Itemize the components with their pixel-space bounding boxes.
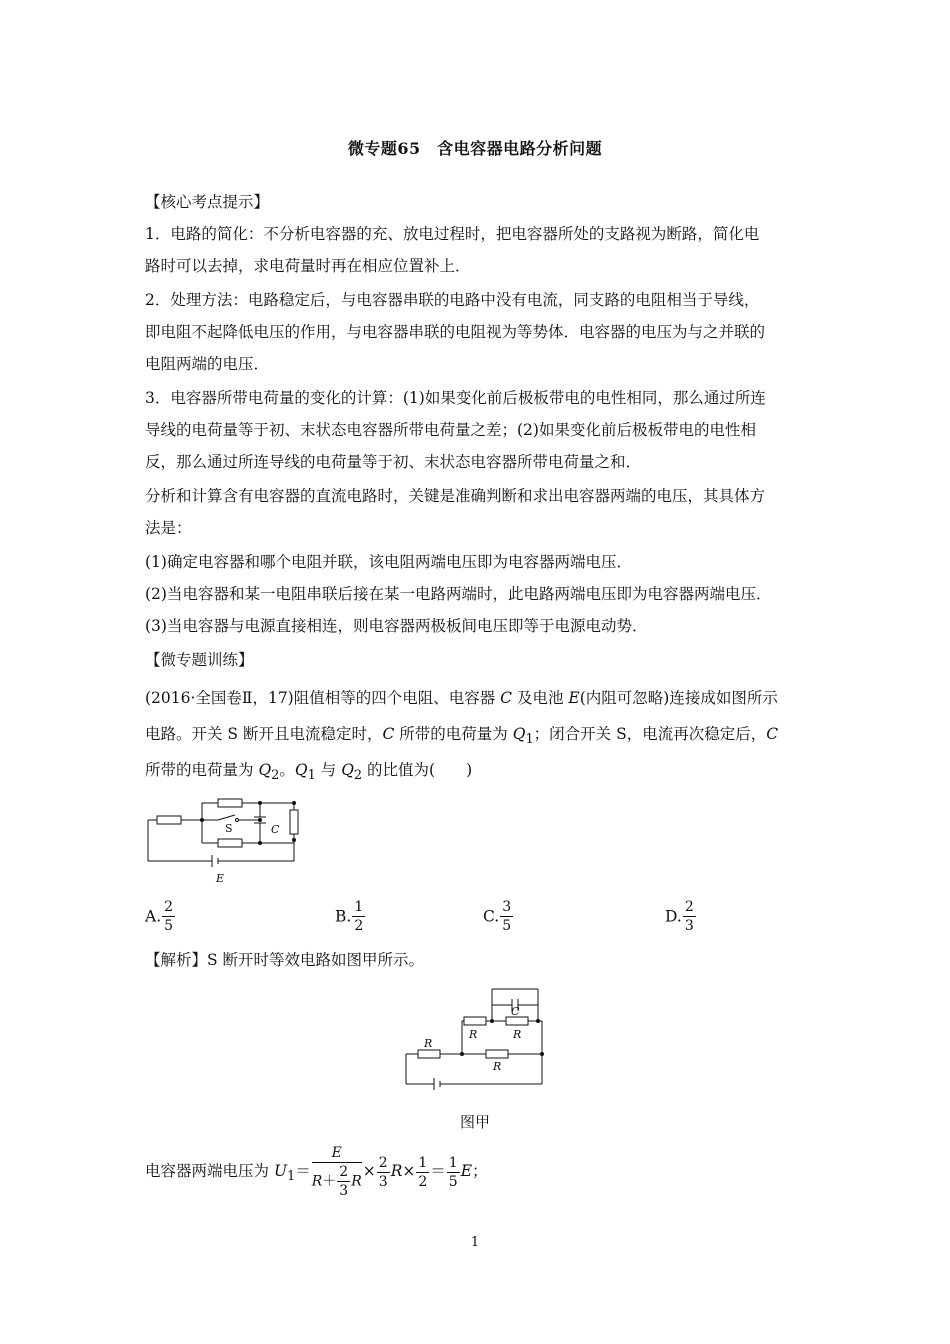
option-c[interactable]: C. $\frac{3}{5}$: [483, 899, 512, 934]
resistor-top: [218, 799, 242, 807]
section-core-heading: 【核心考点提示】: [145, 193, 270, 211]
label-C: C: [271, 823, 280, 836]
resistor-left: [157, 816, 181, 824]
para1-line2: 路时可以去掉，求电荷量时再在相应位置补上．: [145, 257, 471, 275]
para3-line3: 反，那么通过所连导线的电荷量等于初、末状态电容器所带电荷量之和．: [145, 453, 642, 471]
label-R-bottom: R: [493, 1060, 502, 1073]
label-S: S: [225, 822, 233, 835]
label-R1: R: [469, 1028, 478, 1041]
para4-line2: 法是：: [145, 519, 192, 537]
method-2: (2)当电容器和某一电阻串联后接在某一电路两端时，此电路两端电压即为电容器两端电压．: [145, 585, 772, 603]
para3-line1: 3．电容器所带电荷量的变化的计算：(1)如果变化前后极板带电的电性相同，那么通过所连: [145, 389, 766, 407]
resistor-bottom: [218, 839, 242, 847]
question-line1: (2016·全国卷Ⅱ，17)阻值相等的四个电阻、电容器 C 及电池 E(内阻可忽略)连接成如图所示: [145, 689, 778, 707]
page-title: 微专题65 含电容器电路分析问题: [347, 139, 603, 158]
para2-line2: 即电阻不起降低电压的作用，与电容器串联的电阻视为等势体．电容器的电压为与之并联的: [145, 323, 766, 341]
option-a[interactable]: A. $\frac{2}{5}$: [145, 899, 174, 934]
fraction-main: E R＋ $\frac{2}{3}$ R: [311, 1145, 362, 1199]
question-line2: 电路。开关 S 断开且电流稳定时，C 所带的电荷量为 $Q_1$；闭合开关 S，电流再次稳定后，C: [145, 725, 779, 748]
circuit-diagram-equivalent: [400, 984, 550, 1090]
circuit-diagram-question: [140, 790, 315, 890]
option-d[interactable]: D. $\frac{2}{3}$: [665, 899, 694, 934]
resistor-r2: [506, 1017, 528, 1025]
analysis-intro: 【解析】S 断开时等效电路如图甲所示。: [145, 951, 425, 969]
label-E: E: [216, 872, 225, 885]
para2-line1: 2．处理方法：电路稳定后，与电容器串联的电路中没有电流，同支路的电阻相当于导线，: [145, 291, 760, 309]
page-number: 1: [470, 1235, 480, 1250]
method-1: (1)确定电容器和哪个电阻并联，该电阻两端电压即为电容器两端电压．: [145, 553, 632, 571]
label-C: C: [511, 1005, 520, 1018]
para3-line2: 导线的电荷量等于初、末状态电容器所带电荷量之差；(2)如果变化前后极板带电的电性相: [145, 421, 756, 439]
label-R2: R: [513, 1028, 522, 1041]
resistor-r-bottom: [486, 1050, 508, 1058]
label-R-left: R: [424, 1037, 433, 1050]
para4-line1: 分析和计算含有电容器的直流电路时，关键是准确判断和求出电容器两端的电压，其具体方: [145, 487, 766, 505]
para1-line1: 1．电路的简化：不分析电容器的充、放电过程时，把电容器所处的支路视为断路，简化电: [145, 225, 760, 243]
question-line3: 所带的电荷量为 $Q_2$。$Q_1$ 与 $Q_2$ 的比值为( ): [145, 761, 473, 784]
resistor-r1: [464, 1017, 486, 1025]
figure-caption: 图甲: [459, 1113, 490, 1131]
section-train-heading: 【微专题训练】: [145, 651, 254, 669]
switch-blade: [218, 815, 235, 820]
method-3: (3)当电容器与电源直接相连，则电容器两极板间电压即等于电源电动势．: [145, 617, 648, 635]
formula-line: 电容器两端电压为 $U_1=$ E R＋ $\frac{2}{3}$ R × $\frac{2}{3}$ R× $\frac{1}{2}$ ＝ $\frac{1}{5}$ E；: [145, 1145, 488, 1199]
resistor-r-left: [418, 1050, 440, 1058]
resistor-right: [290, 810, 298, 834]
option-b[interactable]: B. $\frac{1}{2}$: [335, 899, 364, 934]
para2-line3: 电阻两端的电压．: [145, 355, 270, 373]
